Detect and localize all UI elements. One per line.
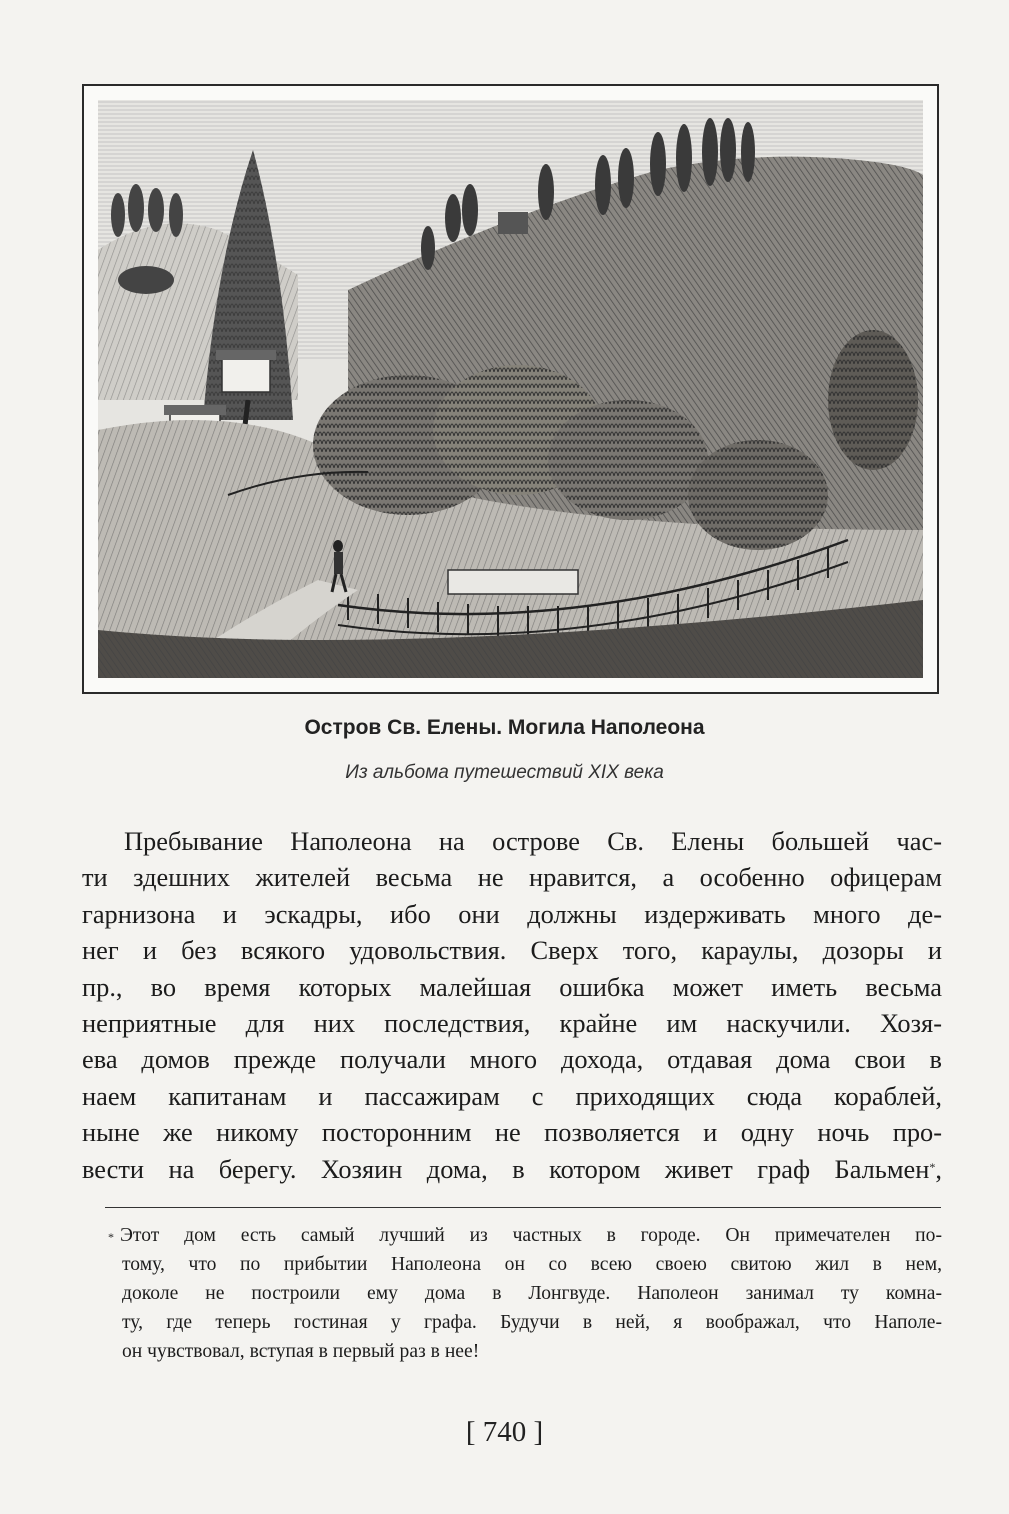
body-line-last — [82, 1151, 942, 1187]
footnote-line: доколе не построили ему дома в Лонгвуде. Наполеон занимал ту комна- — [122, 1283, 942, 1304]
footnote-line — [108, 1221, 942, 1250]
footnote-line: тому, что по прибытии Наполеона он со всею своею свитою жил в нем, — [122, 1254, 942, 1275]
body-line: ева домов прежде получали много дохода, отдавая дома свои в — [82, 1044, 942, 1075]
body-line: нег и без всякого удовольствия. Сверх того, караулы, дозоры и — [82, 935, 942, 966]
engraving-illustration — [98, 100, 923, 678]
footnote-marker: * — [108, 1230, 114, 1244]
footnote-line: ту, где теперь гостиная у графа. Будучи в ней, я воображал, что Наполе- — [122, 1312, 942, 1333]
footnote-line-text: Этот дом есть самый лучший из частных в городе. Он примечателен по- — [120, 1225, 942, 1246]
body-paragraph — [82, 823, 942, 1187]
body-line: гарнизона и эскадры, ибо они должны издерживать много де- — [82, 898, 942, 929]
footnote-divider — [105, 1207, 941, 1208]
page-number: [ 740 ] — [465, 1416, 544, 1448]
body-line: пр., во время которых малейшая ошибка может иметь весьма — [82, 971, 942, 1002]
body-line: Пребывание Наполеона на острове Св. Елены большей час- — [124, 826, 942, 856]
body-line-text: вести на берегу. Хозяин дома, в котором живет граф Бальмен — [82, 1153, 930, 1184]
figure-caption-title: Остров Св. Елены. Могила Наполеона — [304, 716, 705, 739]
body-line-tail: , — [935, 1153, 942, 1184]
body-line: ныне же никому посторонним не позволяется и одну ночь про- — [82, 1117, 942, 1148]
body-line: неприятные для них последствия, крайне им наскучили. Хозя- — [82, 1008, 942, 1039]
illustration-frame — [82, 84, 939, 694]
body-line: ти здешних жителей весьма не нравится, а особенно офицерам — [82, 862, 942, 893]
footnote-line: он чувствовал, вступая в первый раз в нее! — [122, 1341, 480, 1362]
figure-caption-subtitle: Из альбома путешествий XIX века — [345, 762, 664, 783]
footnote-reference[interactable]: * — [929, 1159, 936, 1174]
body-line: наем капитанам и пассажирам с приходящих сюда кораблей, — [82, 1080, 942, 1111]
footnote — [108, 1221, 942, 1366]
